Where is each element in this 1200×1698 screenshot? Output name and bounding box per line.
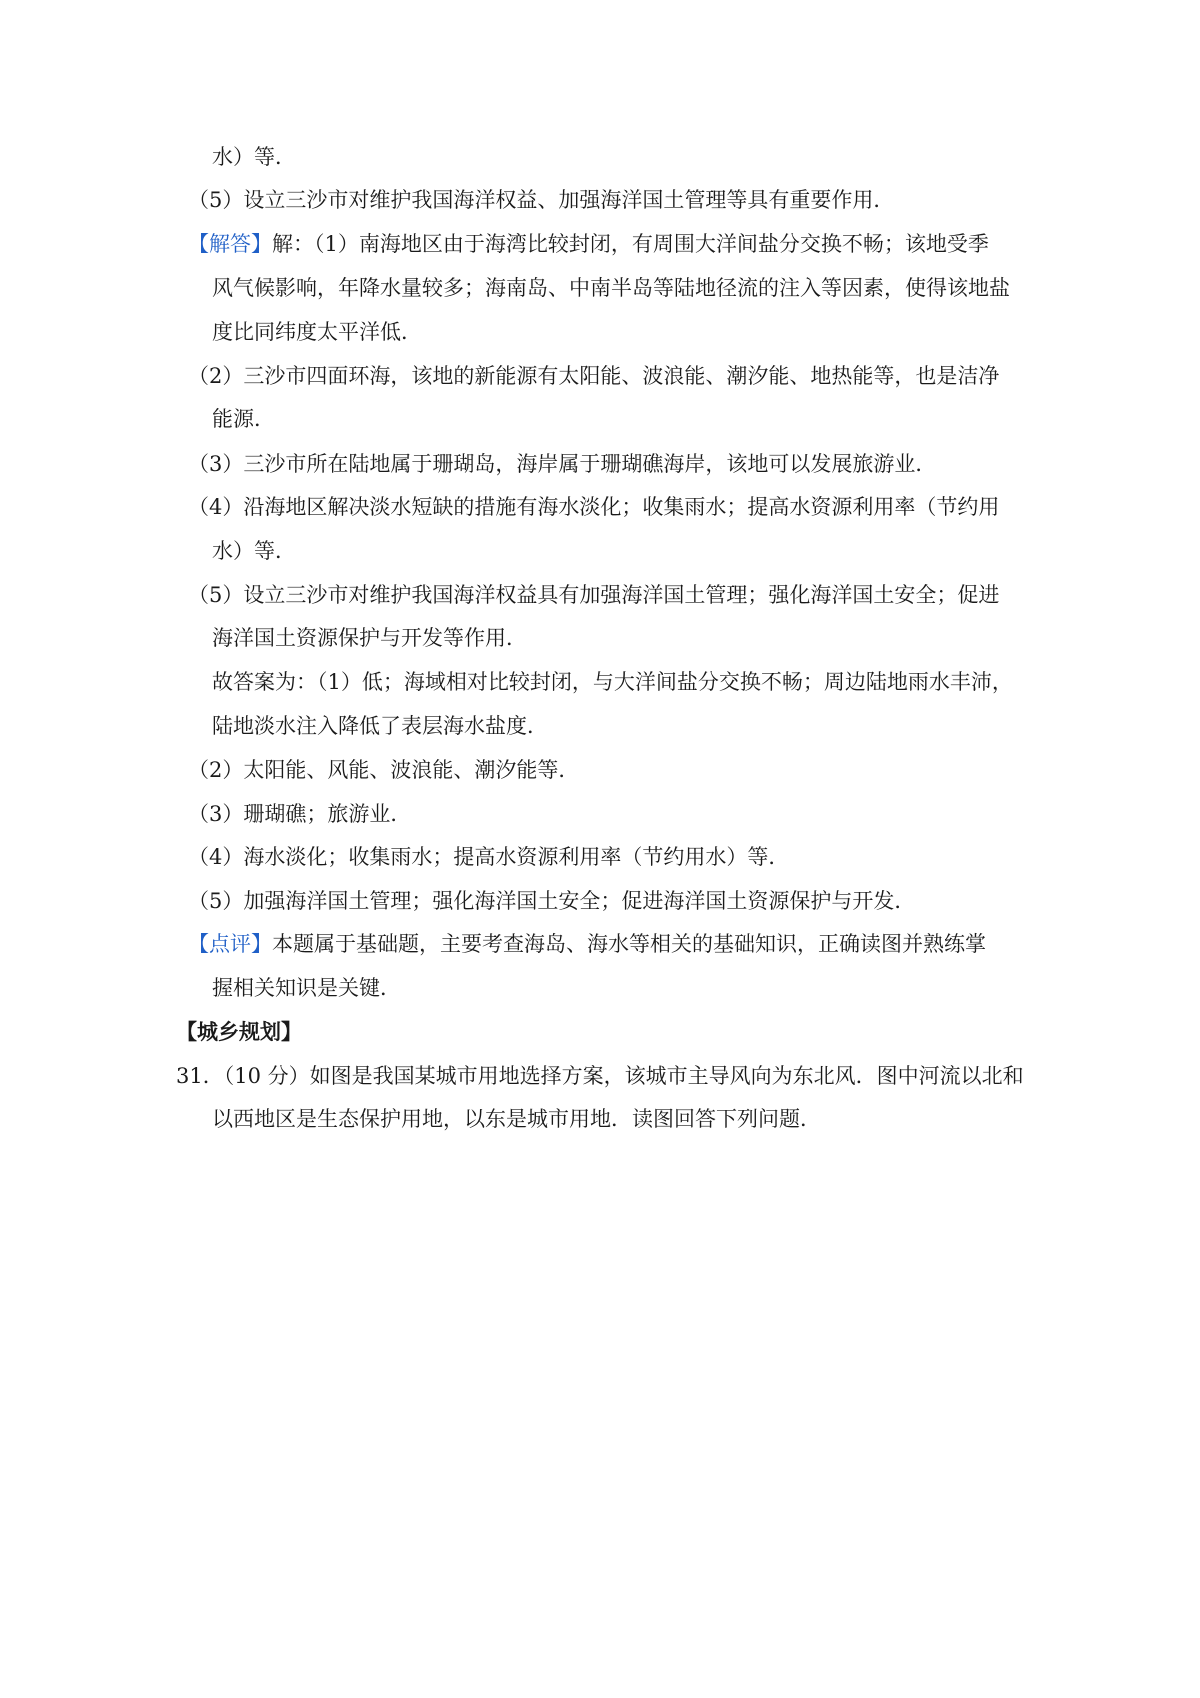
text-line-2: （5）设立三沙市对维护我国海洋权益、加强海洋国土管理等具有重要作用． xyxy=(188,188,895,212)
text-line-8: （3）三沙市所在陆地属于珊瑚岛，海岸属于珊瑚礁海岸，该地可以发展旅游业． xyxy=(188,452,937,476)
comment-tag: 【点评】 xyxy=(188,932,272,956)
text-line-7: 能源． xyxy=(212,407,275,431)
text-line-4: 风气候影响，年降水量较多；海南岛、中南半岛等陆地径流的注入等因素，使得该地盐 xyxy=(212,276,1010,300)
text-line-14: 陆地淡水注入降低了表层海水盐度． xyxy=(212,714,548,738)
answer-text: 解：（1）南海地区由于海湾比较封闭，有周围大洋间盐分交换不畅；该地受季 xyxy=(272,232,989,256)
text-line-16: （3）珊瑚礁；旅游业． xyxy=(188,802,412,826)
question-31-line-1: 31．（10 分）如图是我国某城市用地选择方案，该城市主导风向为东北风．图中河流以北和 xyxy=(176,1064,1024,1088)
answer-paragraph-start xyxy=(188,230,989,258)
comment-paragraph-start xyxy=(188,930,986,958)
text-line-11: （5）设立三沙市对维护我国海洋权益具有加强海洋国土管理；强化海洋国土安全；促进 xyxy=(188,583,1000,607)
answer-tag: 【解答】 xyxy=(188,232,272,256)
text-line-10: 水）等． xyxy=(212,539,296,563)
text-line-17: （4）海水淡化；收集雨水；提高水资源利用率（节约用水）等． xyxy=(188,845,790,869)
text-line-1: 水）等． xyxy=(212,145,296,169)
section-heading: 【城乡规划】 xyxy=(176,1019,302,1044)
text-line-18: （5）加强海洋国土管理；强化海洋国土安全；促进海洋国土资源保护与开发． xyxy=(188,889,916,913)
text-line-12: 海洋国土资源保护与开发等作用． xyxy=(212,626,527,650)
text-line-9: （4）沿海地区解决淡水短缺的措施有海水淡化；收集雨水；提高水资源利用率（节约用 xyxy=(188,495,1000,519)
text-line-15: （2）太阳能、风能、波浪能、潮汐能等． xyxy=(188,758,580,782)
text-line-20: 握相关知识是关键． xyxy=(212,976,401,1000)
question-31-line-2: 以西地区是生态保护用地，以东是城市用地．读图回答下列问题． xyxy=(212,1107,821,1131)
comment-text: 本题属于基础题，主要考查海岛、海水等相关的基础知识，正确读图并熟练掌 xyxy=(272,932,986,956)
text-line-6: （2）三沙市四面环海，该地的新能源有太阳能、波浪能、潮汐能、地热能等，也是洁净 xyxy=(188,364,1000,388)
text-line-5: 度比同纬度太平洋低． xyxy=(212,320,422,344)
text-line-13: 故答案为：（1）低；海域相对比较封闭，与大洋间盐分交换不畅；周边陆地雨水丰沛， xyxy=(212,670,1013,694)
